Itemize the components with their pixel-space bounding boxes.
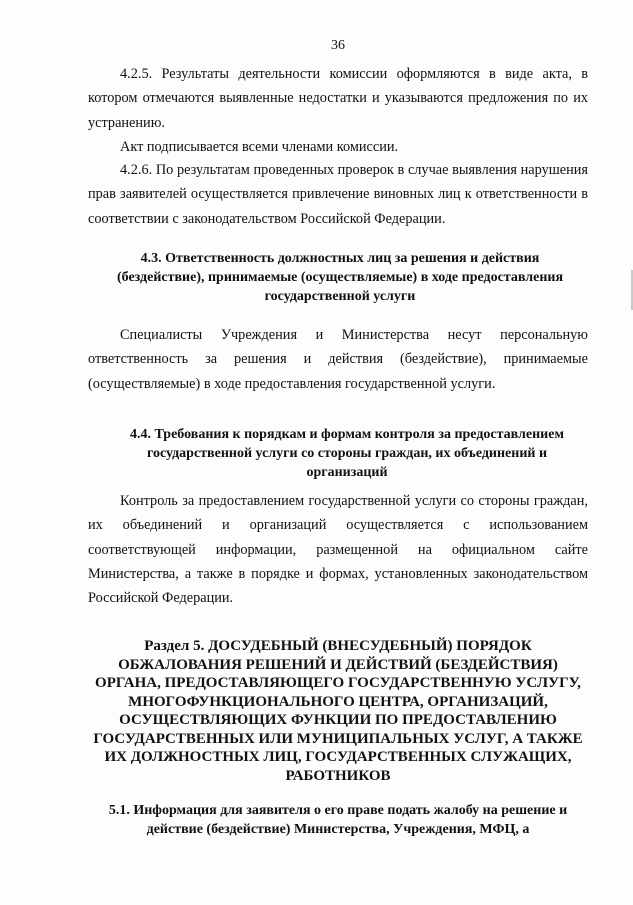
heading-4-3: 4.3. Ответственность должностных лиц за решения и действия (бездействие), принимаемые (осуществляемые) в ходе предоставления государственной услуги: [116, 251, 564, 304]
paragraph-4-2-5: 4.2.5. Результаты деятельности комиссии оформляются в виде акта, в котором отмечаются выявленные недостатки и указываются предложения по их устранению.: [88, 66, 588, 131]
page-number: 36: [331, 38, 345, 53]
paragraph-4-4-body: Контроль за предоставлением государственной услуги со стороны граждан, их объединений и организаций осуществляется с использованием соответствующей информации, размещенной на официальном сайте Министерства, а также в порядке и формах, установленных законодательством Российской Федерации.: [88, 493, 588, 607]
paragraph-4-2-6: 4.2.6. По результатам проведенных проверок в случае выявления нарушения прав заявителей осуществляется привлечение виновных лиц к ответственности в соответствии с законодательством Российской Федерации.: [88, 162, 588, 227]
paragraph-4-3-body: Специалисты Учреждения и Министерства несут персональную ответственность за решения и действия (бездействие), принимаемые (осуществляемые) в ходе предоставления государственной услуги.: [88, 327, 588, 392]
paragraph-act-signed: Акт подписывается всеми членами комиссии.: [120, 139, 399, 155]
section-5-heading: Раздел 5. ДОСУДЕБНЫЙ (ВНЕСУДЕБНЫЙ) ПОРЯДОК ОБЖАЛОВАНИЯ РЕШЕНИЙ И ДЕЙСТВИЙ (БЕЗДЕЙСТВИЯ) ОРГАНА, ПРЕДОСТАВЛЯЮЩЕГО ГОСУДАРСТВЕННУЮ УСЛУГУ, МНОГОФУНКЦИОНАЛЬНОГО ЦЕНТРА, ОРГАНИЗАЦИЙ, ОСУЩЕСТВЛЯЮЩИХ ФУНКЦИИ ПО ПРЕДОСТАВЛЕНИЮ ГОСУДАРСТВЕННЫХ ИЛИ МУНИЦИПАЛЬНЫХ УСЛУГ, А ТАКЖЕ ИХ ДОЛЖНОСТНЫХ ЛИЦ, ГОСУДАРСТВЕННЫХ СЛУЖАЩИХ, РАБОТНИКОВ: [93, 638, 583, 784]
heading-4-4: 4.4. Требования к порядкам и формам контроля за предоставлением государственной услуги со стороны граждан, их объединений и организаций: [129, 427, 564, 480]
heading-5-1: 5.1. Информация для заявителя о его праве подать жалобу на решение и действие (бездействие) Министерства, Учреждения, МФЦ, а: [108, 803, 568, 837]
